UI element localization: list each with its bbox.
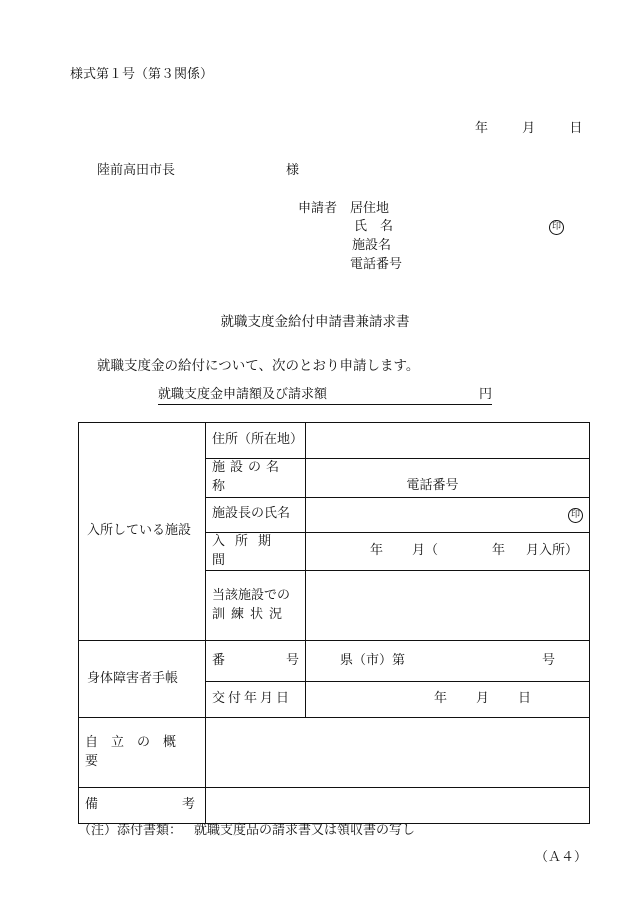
paper-size: （Ａ４） [535,850,588,865]
application-table [78,422,590,824]
applicant-name-label: 氏 名 [354,219,394,234]
period-value[interactable] [306,532,590,571]
training-label-line2: 訓練状況 [212,606,289,622]
attachment-note [78,824,415,837]
number-label-1: 番 [212,652,226,668]
director-seal-icon: 印 [568,508,583,523]
submission-date [475,122,582,135]
remarks-value[interactable] [206,788,590,824]
date-month: 月 [522,121,536,136]
addressee-name: 陸前高田市長 [97,163,176,178]
amount-field[interactable] [158,388,492,405]
remarks-label-1: 備 [85,797,99,813]
intro-text: 就職支度金の給付について、次のとおり申請します。 [97,358,420,374]
issue-month: 月 [476,691,490,707]
facility-address-value[interactable] [306,423,590,459]
period-year1: 年 [370,543,384,559]
independence-label-text: 自立の概要 [85,735,190,769]
facility-address-label: 住所（所在地） [206,423,306,459]
form-number: 様式第１号（第３関係） [70,67,214,82]
remarks-label [79,788,206,824]
issue-date-value[interactable] [306,682,590,718]
applicant-phone-label: 電話番号 [350,257,403,272]
date-day: 日 [569,121,583,136]
facility-name-text: 施設の名称 [212,460,285,494]
applicant-facility-label: 施設名 [352,238,392,253]
issue-date-label [206,682,306,718]
number-prefix: 県（市）第 [340,652,406,668]
facility-name-label [206,459,306,498]
document-title: 就職支度金給付申請書兼請求書 [220,314,410,330]
note-text: 就職支度品の請求書又は領収書の写し [194,823,416,838]
applicant-label: 申請者 [298,201,338,216]
independence-value[interactable] [206,718,590,788]
director-name-label: 施設長の氏名 [206,497,306,532]
independence-label [79,718,206,788]
number-suffix: 号 [541,652,555,668]
director-name-value[interactable] [306,497,590,532]
note-label: （注）添付書類： [78,823,183,838]
training-value[interactable] [306,571,590,641]
handbook-number-label [206,641,306,682]
handbook-number-value[interactable] [306,641,590,682]
period-label [206,532,306,571]
issue-year: 年 [434,691,448,707]
handbook-group-label: 身体障害者手帳 [79,641,206,718]
issue-day: 日 [518,691,532,707]
period-month2: 月入所） [526,543,579,559]
applicant-seal-icon: 印 [549,220,564,235]
issue-date-label-text: 交付年月日 [212,691,293,707]
addressee-suffix: 様 [286,163,300,178]
amount-label: 就職支度金申請額及び請求額 [158,387,328,402]
amount-unit: 円 [478,387,492,402]
number-label-2: 号 [285,652,299,668]
applicant-address-label: 居住地 [350,201,390,216]
period-label-text: 入所期間 [212,533,282,568]
facility-name-value[interactable] [306,459,590,498]
period-year2: 年 [492,543,506,559]
facility-group-label: 入所している施設 [79,423,206,641]
date-year: 年 [475,121,489,136]
remarks-label-2: 考 [181,797,195,813]
training-label [206,571,306,641]
facility-phone-label: 電話番号 [406,477,459,493]
period-month1: 月（ [412,543,439,559]
training-label-line1: 当該施設での [212,588,291,604]
